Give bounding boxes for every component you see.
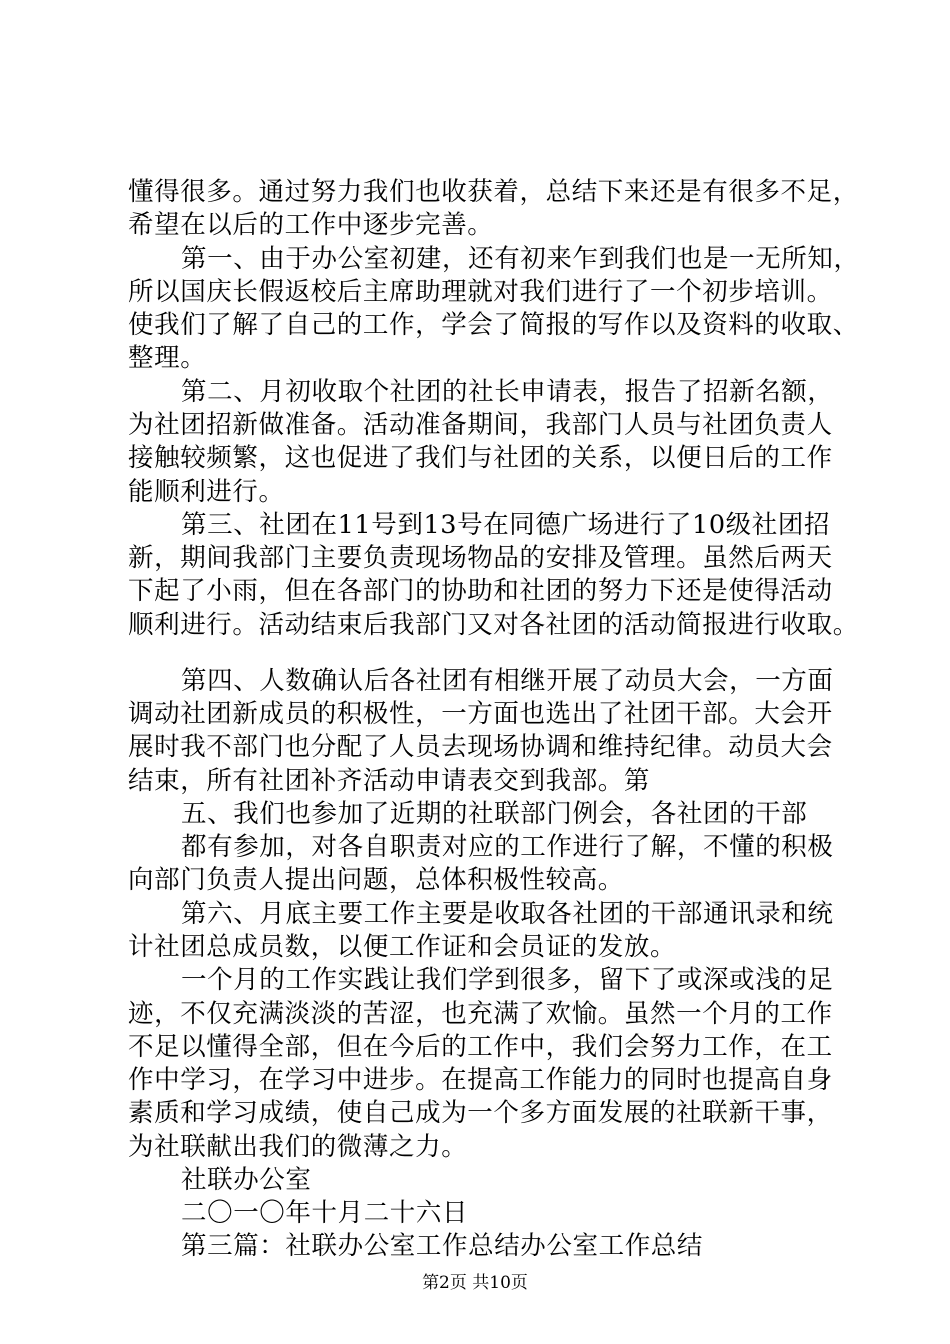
body-line: 计社团总成员数，以便工作证和会员证的发放。 [128, 932, 677, 962]
body-line: 作中学习，在学习中进步。在提高工作能力的同时也提高自身 [128, 1065, 833, 1095]
body-line: 懂得很多。通过努力我们也收获着，总结下来还是有很多不足， [128, 177, 859, 207]
page-number: 第2页 共10页 [422, 1273, 528, 1293]
body-line: 第四、人数确认后各社团有相继开展了动员大会，一方面 [181, 666, 834, 696]
body-line: 接触较频繁，这也促进了我们与社团的关系，以便日后的工作 [128, 443, 833, 473]
body-line: 所以国庆长假返校后主席助理就对我们进行了一个初步培训。 [128, 277, 833, 307]
body-line: 向部门负责人提出问题，总体积极性较高。 [128, 865, 624, 895]
body-line: 五、我们也参加了近期的社联部门例会，各社团的干部 [181, 799, 808, 829]
signature-date: 二〇一〇年十月二十六日 [181, 1198, 469, 1228]
body-line: 能顺利进行。 [128, 477, 285, 507]
signature-org: 社联办公室 [181, 1165, 312, 1195]
body-line: 不足以懂得全部，但在今后的工作中，我们会努力工作，在工 [128, 1032, 833, 1062]
body-line: 下起了小雨，但在各部门的协助和社团的努力下还是使得活动 [128, 576, 833, 606]
body-line: 都有参加，对各自职责对应的工作进行了解，不懂的积极 [181, 832, 834, 862]
body-line: 使我们了解了自己的工作，学会了简报的写作以及资料的收取、 [128, 310, 859, 340]
body-line: 第三、社团在11号到13号在同德广场进行了10级社团招 [181, 510, 831, 540]
body-line: 第六、月底主要工作主要是收取各社团的干部通讯录和统 [181, 899, 834, 929]
body-line: 结束，所有社团补齐活动申请表交到我部。第 [128, 766, 651, 796]
body-line: 为社联献出我们的微薄之力。 [128, 1132, 468, 1162]
next-section-title: 第三篇：社联办公室工作总结办公室工作总结 [181, 1231, 704, 1261]
body-line: 第二、月初收取个社团的社长申请表，报告了招新名额， [181, 377, 834, 407]
body-line: 新，期间我部门主要负责现场物品的安排及管理。虽然后两天 [128, 543, 833, 573]
body-line: 第一、由于办公室初建，还有初来乍到我们也是一无所知， [181, 244, 860, 274]
body-line: 为社团招新做准备。活动准备期间，我部门人员与社团负责人 [128, 410, 833, 440]
body-line: 顺利进行。活动结束后我部门又对各社团的活动简报进行收取。 [128, 610, 859, 640]
body-line: 迹，不仅充满淡淡的苦涩，也充满了欢愉。虽然一个月的工作 [128, 999, 833, 1029]
body-line: 调动社团新成员的积极性，一方面也选出了社团干部。大会开 [128, 699, 833, 729]
body-line: 展时我不部门也分配了人员去现场协调和维持纪律。动员大会 [128, 732, 833, 762]
body-line: 一个月的工作实践让我们学到很多，留下了或深或浅的足 [181, 965, 834, 995]
body-line: 希望在以后的工作中逐步完善。 [128, 210, 494, 240]
body-line: 整理。 [128, 343, 207, 373]
body-line: 素质和学习成绩，使自己成为一个多方面发展的社联新干事， [128, 1098, 833, 1128]
